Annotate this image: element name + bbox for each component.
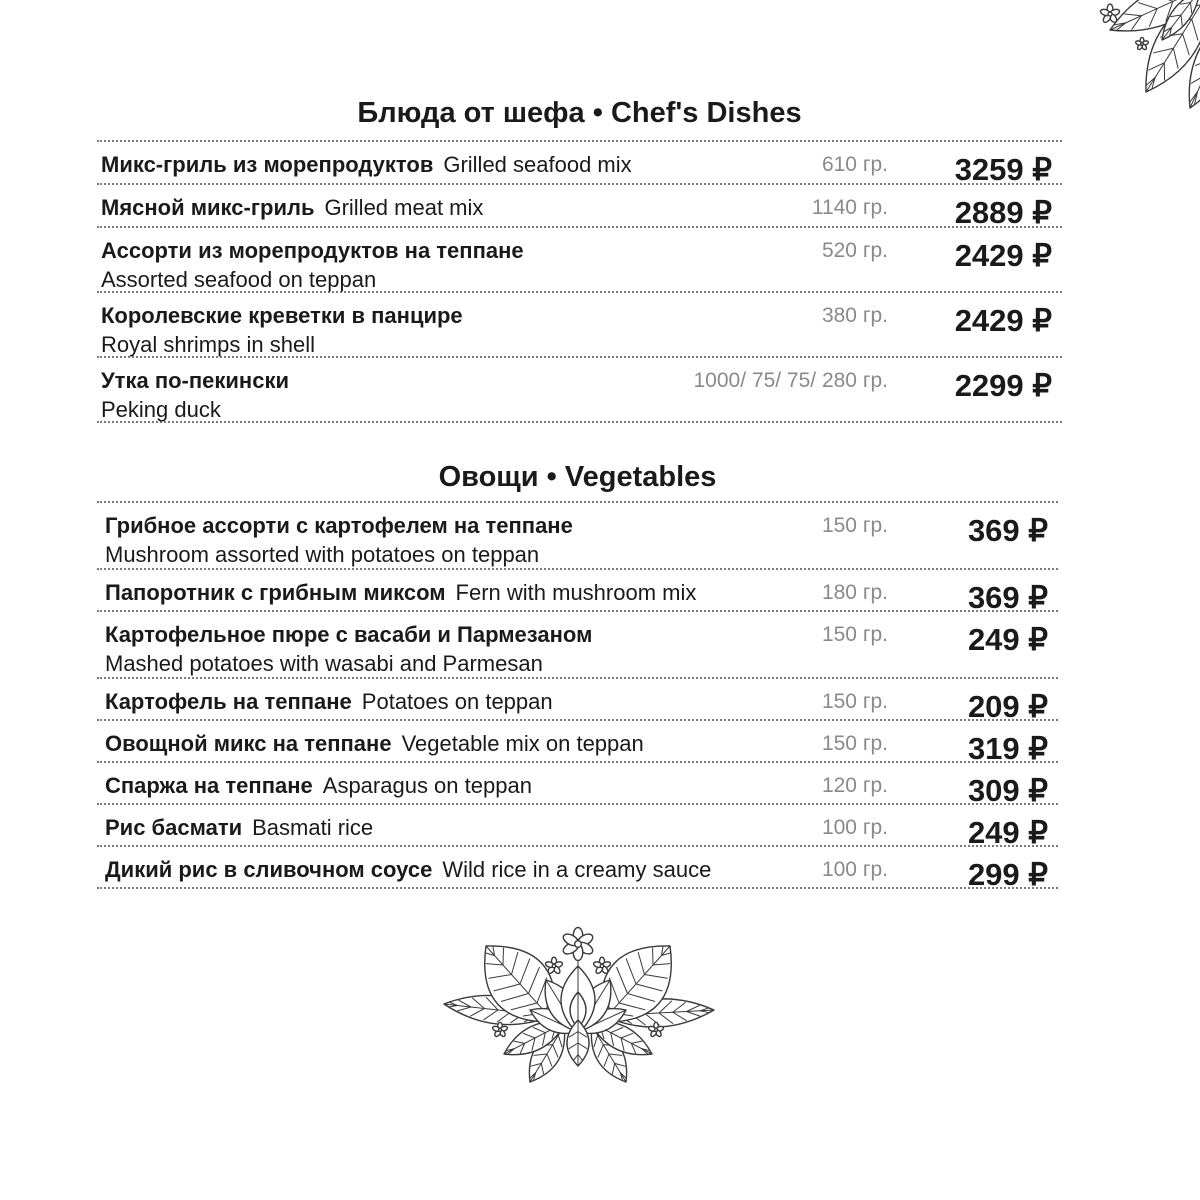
item-price: 369 ₽ — [967, 513, 1048, 548]
item-weight: 180 гр. — [821, 581, 888, 604]
flower-center — [575, 941, 582, 948]
menu-item — [97, 503, 1058, 570]
menu-item — [97, 185, 1062, 228]
small-flower-icon — [561, 928, 594, 961]
item-names — [105, 511, 573, 569]
flower-center — [600, 964, 604, 968]
item-name-en: Fern with mushroom mix — [455, 580, 697, 605]
item-price: 369 ₽ — [967, 580, 1048, 615]
flower-center — [1108, 12, 1112, 16]
menu-list-vegetables — [97, 501, 1058, 892]
item-name-ru: Рис басмати — [105, 815, 243, 840]
menu-item — [97, 721, 1058, 766]
item-names — [105, 813, 373, 842]
item-weight: 100 гр. — [821, 816, 888, 839]
item-name-en: Grilled seafood mix — [443, 152, 632, 177]
small-flower-icon — [1100, 4, 1121, 24]
item-name-ru: Спаржа на теппане — [105, 773, 313, 798]
item-name-ru: Грибное ассорти с картофелем на теппане — [105, 513, 573, 538]
item-names — [101, 150, 632, 179]
item-price: 249 ₽ — [967, 815, 1048, 850]
item-names — [101, 301, 463, 359]
item-name-en: Mushroom assorted with potatoes on teppan — [105, 542, 540, 567]
item-names — [101, 193, 483, 222]
item-weight: 520 гр. — [821, 239, 888, 262]
item-name-ru: Королевские креветки в панцире — [101, 303, 463, 328]
item-price: 209 ₽ — [967, 689, 1048, 724]
item-weight: 150 гр. — [821, 623, 888, 646]
item-weight: 100 гр. — [821, 858, 888, 881]
item-price: 2299 ₽ — [954, 368, 1052, 403]
menu-item — [97, 847, 1058, 892]
item-name-en: Mashed potatoes with wasabi and Parmesan — [105, 651, 543, 676]
item-name-en: Grilled meat mix — [324, 195, 484, 220]
item-name-ru: Ассорти из морепродуктов на теппане — [101, 238, 524, 263]
item-weight: 380 гр. — [821, 304, 888, 327]
item-weight: 610 гр. — [821, 153, 888, 176]
menu-item — [97, 679, 1058, 724]
item-price: 319 ₽ — [967, 731, 1048, 766]
item-price: 309 ₽ — [967, 773, 1048, 808]
item-names — [105, 578, 696, 607]
item-price: 2429 ₽ — [954, 238, 1052, 273]
menu-item — [97, 228, 1062, 293]
menu-item — [97, 142, 1062, 185]
menu-item — [97, 805, 1058, 850]
item-weight: 150 гр. — [821, 514, 888, 537]
menu-list-chefs-dishes — [97, 140, 1062, 423]
item-price: 2429 ₽ — [954, 303, 1052, 338]
item-name-ru: Утка по-пекински — [101, 368, 289, 393]
item-names — [105, 687, 553, 716]
small-flower-icon — [1135, 37, 1149, 50]
item-names — [105, 771, 532, 800]
floral-corner-ornament-icon — [1050, 0, 1200, 110]
flower-center — [498, 1028, 501, 1031]
menu-item — [97, 570, 1058, 615]
item-weight: 1000/ 75/ 75/ 280 гр. — [693, 369, 888, 392]
item-names — [105, 855, 711, 884]
item-weight: 120 гр. — [821, 774, 888, 797]
item-name-ru: Овощной микс на теппане — [105, 731, 392, 756]
menu-item — [97, 763, 1058, 808]
item-price: 3259 ₽ — [954, 152, 1052, 187]
item-name-ru: Картофель на теппане — [105, 689, 352, 714]
menu-item — [97, 293, 1062, 358]
item-name-ru: Папоротник с грибным миксом — [105, 580, 446, 605]
item-names — [101, 236, 524, 294]
item-weight: 150 гр. — [821, 690, 888, 713]
floral-center-ornament-icon — [440, 920, 720, 1085]
section-title-chefs-dishes: Блюда от шефа • Chef's Dishes — [357, 97, 802, 129]
item-weight: 1140 гр. — [811, 196, 888, 219]
item-name-ru: Мясной микс-гриль — [101, 195, 315, 220]
item-name-en: Peking duck — [101, 397, 221, 422]
section-title-vegetables: Овощи • Vegetables — [438, 461, 717, 493]
item-price: 249 ₽ — [967, 622, 1048, 657]
item-name-en: Assorted seafood on teppan — [101, 267, 377, 292]
item-name-ru: Дикий рис в сливочном соусе — [105, 857, 433, 882]
item-names — [105, 620, 592, 678]
item-name-en: Vegetable mix on teppan — [401, 731, 644, 756]
item-name-ru: Микс-гриль из морепродуктов — [101, 152, 434, 177]
flower-center — [654, 1028, 657, 1031]
flower-center — [1141, 43, 1144, 46]
item-name-en: Basmati rice — [252, 815, 374, 840]
item-price: 2889 ₽ — [954, 195, 1052, 230]
small-flower-icon — [593, 957, 611, 974]
menu-item — [97, 612, 1058, 679]
item-name-ru: Картофельное пюре с васаби и Пармезаном — [105, 622, 593, 647]
menu-item — [97, 358, 1062, 423]
item-name-en: Wild rice in a creamy sauce — [442, 857, 712, 882]
item-weight: 150 гр. — [821, 732, 888, 755]
item-names — [105, 729, 644, 758]
flower-center — [552, 964, 556, 968]
item-name-en: Potatoes on teppan — [361, 689, 553, 714]
item-price: 299 ₽ — [967, 857, 1048, 892]
small-flower-icon — [545, 957, 563, 974]
item-name-en: Asparagus on teppan — [322, 773, 532, 798]
item-names — [101, 366, 289, 424]
item-name-en: Royal shrimps in shell — [101, 332, 315, 357]
